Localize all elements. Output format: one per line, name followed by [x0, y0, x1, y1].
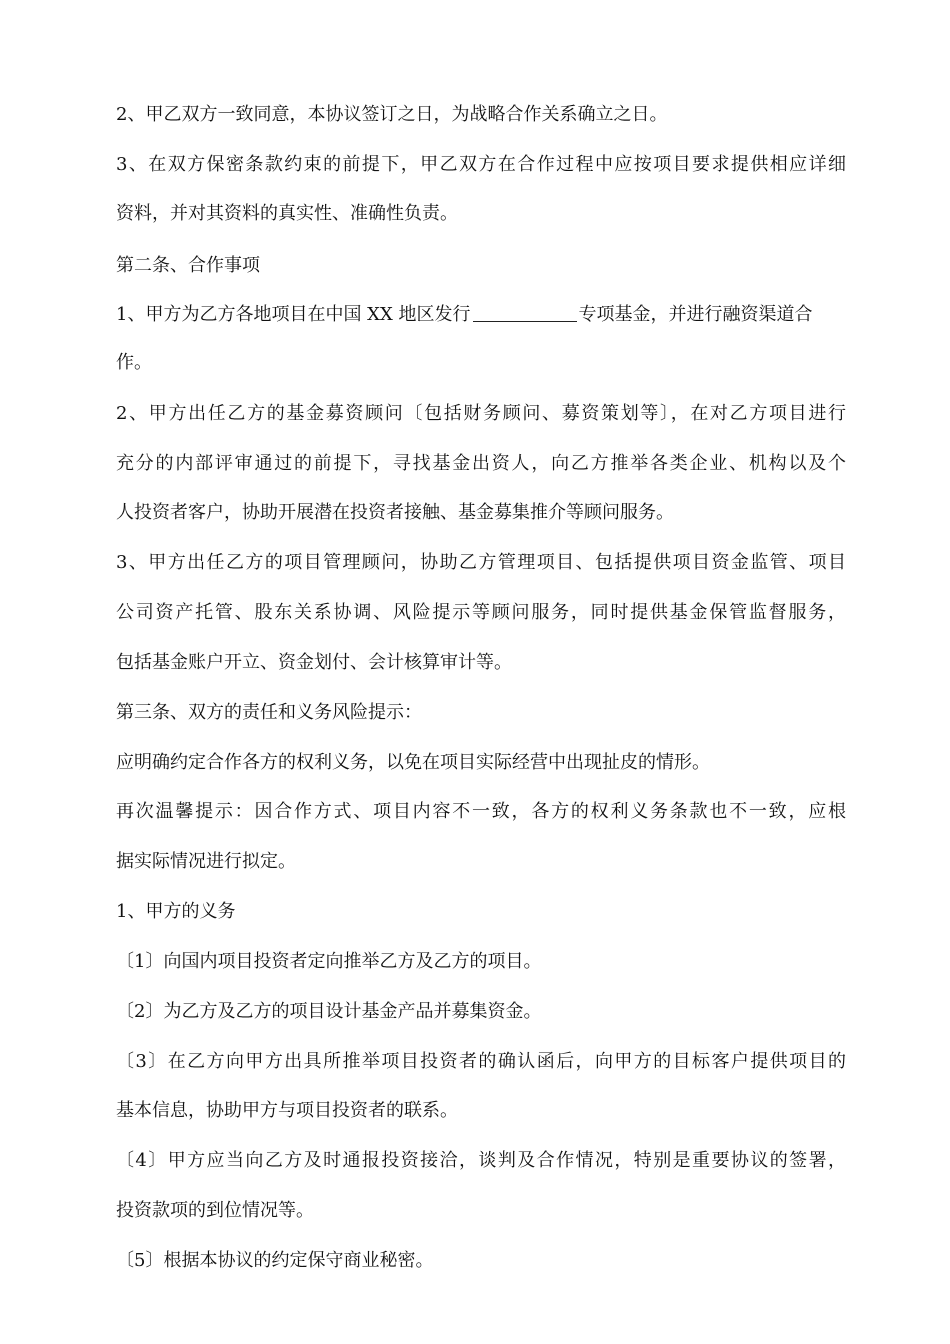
- paragraph-line: 包括基金账户开立、资金划付、会计核算审计等。: [116, 652, 512, 673]
- section-heading: 第二条、合作事项: [116, 255, 260, 276]
- paragraph-line: 3、甲方出任乙方的项目管理顾问，协助乙方管理项目、包括提供项目资金监管、项目: [116, 552, 846, 573]
- list-item: 〔4〕甲方应当向乙方及时通报投资接洽，谈判及合作情况，特别是重要协议的签署，: [116, 1150, 846, 1171]
- paragraph-line: 充分的内部评审通过的前提下，寻找基金出资人，向乙方推举各类企业、机构以及个: [116, 453, 846, 474]
- paragraph-line: 2、甲乙双方一致同意，本协议签订之日，为战略合作关系确立之日。: [116, 104, 668, 125]
- list-item-continuation: 投资款项的到位情况等。: [116, 1200, 314, 1221]
- list-item: 〔1〕向国内项目投资者定向推举乙方及乙方的项目。: [116, 951, 542, 972]
- section-heading: 第三条、双方的责任和义务风险提示：: [116, 702, 422, 723]
- paragraph-line: 3、在双方保密条款约束的前提下，甲乙双方在合作过程中应按项目要求提供相应详细: [116, 154, 846, 175]
- paragraph-line: 作。: [116, 352, 152, 373]
- subsection-heading: 1、甲方的义务: [116, 901, 236, 922]
- paragraph-line: 2、甲方出任乙方的基金募资顾问〔包括财务顾问、募资策划等〕，在对乙方项目进行: [116, 403, 846, 424]
- list-item: 〔3〕在乙方向甲方出具所推举项目投资者的确认函后，向甲方的目标客户提供项目的: [116, 1051, 846, 1072]
- list-item: 〔5〕根据本协议的约定保守商业秘密。: [116, 1250, 434, 1271]
- paragraph-line: 据实际情况进行拟定。: [116, 851, 296, 872]
- paragraph-line: 人投资者客户，协助开展潜在投资者接触、基金募集推介等顾问服务。: [116, 502, 674, 523]
- paragraph-line: 再次温馨提示：因合作方式、项目内容不一致，各方的权利义务条款也不一致，应根: [116, 801, 846, 822]
- list-item: 〔2〕为乙方及乙方的项目设计基金产品并募集资金。: [116, 1001, 542, 1022]
- paragraph-line: 应明确约定合作各方的权利义务，以免在项目实际经营中出现扯皮的情形。: [116, 752, 710, 773]
- paragraph-line: 公司资产托管、股东关系协调、风险提示等顾问服务，同时提供基金保管监督服务，: [116, 602, 846, 623]
- fund-name-blank: [473, 303, 577, 322]
- paragraph-line: 资料，并对其资料的真实性、准确性负责。: [116, 203, 458, 224]
- fund-line-after: 专项基金，并进行融资渠道合: [578, 304, 813, 325]
- fund-line-before: 1、甲方为乙方各地项目在中国 XX 地区发行: [116, 304, 471, 325]
- list-item-continuation: 基本信息，协助甲方与项目投资者的联系。: [116, 1100, 458, 1121]
- paragraph-line: [116, 303, 846, 326]
